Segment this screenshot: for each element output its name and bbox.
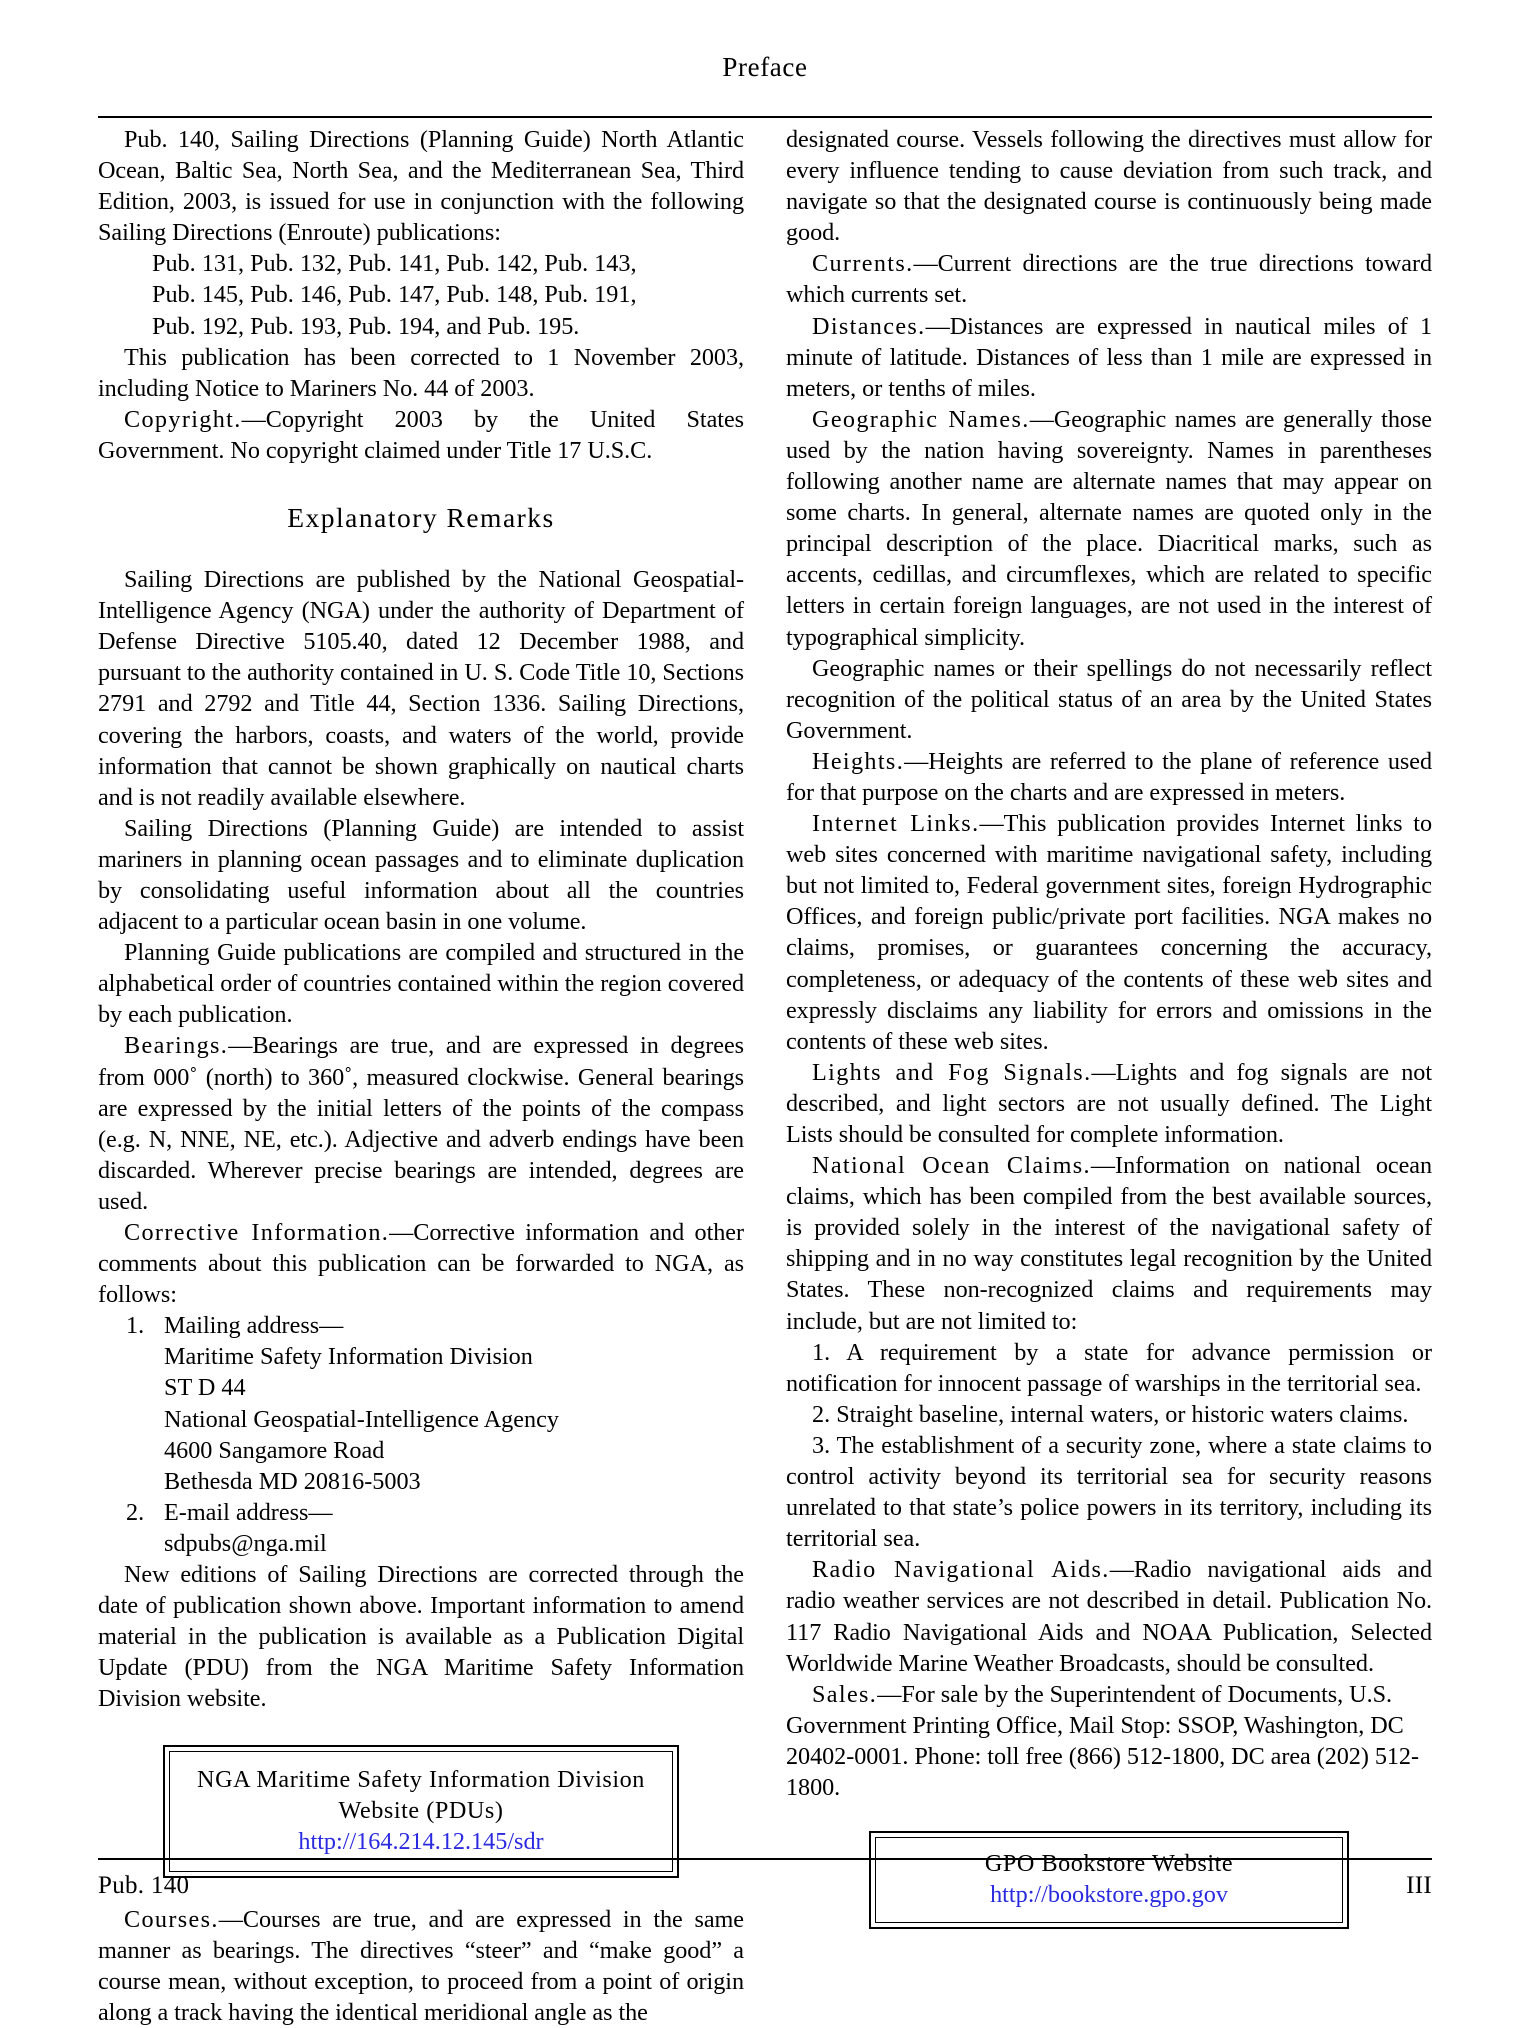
paragraph-sales [786,1679,1432,1803]
term-geographic-names: Geographic Names. [812,405,1030,433]
contact-list-item-mailing [98,1310,744,1497]
address-line: 4600 Sangamore Road [164,1436,385,1464]
page-footer [98,1872,1432,1900]
term-lights-and-fog-signals: Lights and Fog Signals. [812,1058,1092,1086]
term-heights: Heights. [812,747,905,775]
term-internet-links: Internet Links. [812,810,980,838]
term-internet-links-body: —This publication provides Internet links to web sites concerned with maritime navigational safety, including but not limited to, Federal government sites, foreign Hydrographic Offices, and foreign public/private port facilities. NGA makes no claims, promises, or guarantees concerning the accuracy, completeness, or adequacy of the contents of these web sites and expressly disclaims any liability for errors and omissions in the contents of these web sites. [786,810,1433,1055]
paragraph-heights [786,746,1432,808]
term-radio-navigational-aids-body: —Radio navigational aids and radio weather services are not described in detail. Publication No. 117 Radio Navigational Aids and NOAA Publication, Selected Worldwide Marine Weather Broadcasts, should be consulted. [786,1556,1432,1677]
term-bearings: Bearings. [124,1032,229,1060]
term-courses: Courses. [124,1905,219,1933]
paragraph-intro: Pub. 140, Sailing Directions (Planning Guide) North Atlantic Ocean, Baltic Sea, North Sea, and the Mediterranean Sea, Third Edition, 2003, is issued for use in conjunction with the following Sailing Directions (Enroute) publications: [98,126,744,247]
contact-item-label: Mailing address— [164,1312,344,1340]
address-line: National Geospatial-Intelligence Agency [164,1405,559,1433]
term-geographic-names-body: —Geographic names are generally those used by the nation having sovereignty. Names in parentheses following another name are alternate names that may appear on some charts. In general, alternate names are quoted only in the principal description of the place. Diacritical marks, such as accents, cedillas, and circumflexes, which are related to specific letters in certain foreign languages, are not used in the interest of typographical simplicity. [786,405,1432,651]
term-currents: Currents. [812,250,914,278]
term-sales: Sales. [812,1680,878,1708]
term-heights-body: —Heights are referred to the plane of reference used for that purpose on the charts and are expressed in meters. [786,747,1432,806]
footer-rule [98,1858,1432,1860]
paragraph-spellings: Geographic names or their spellings do not necessarily reflect recognition of the political status of an area by the United States Government. [786,654,1432,744]
email-address: sdpubs@nga.mil [164,1529,327,1557]
footer-page-number: III [1406,1872,1432,1899]
publication-list-item: Pub. 131, Pub. 132, Pub. 141, Pub. 142, Pub. 143, [152,250,637,278]
term-courses-body: —Courses are true, and are expressed in the same manner as bearings. The directives “steer” and “make good” a course mean, without exception, to proceed from a point of origin along a track having the identical meridional angle as the [98,1905,744,2026]
paragraph-copyright [98,404,744,466]
gpo-callout-line-1: GPO Bookstore Website [984,1850,1234,1878]
paragraph-radio-navigational-aids [786,1554,1432,1678]
term-corrective-information: Corrective Information. [124,1219,390,1246]
paragraph-planning-guide: Sailing Directions (Planning Guide) are intended to assist mariners in planning ocean passages and to eliminate duplication by consolidating useful information about all the countries adjacent to a particular ocean basin in one volume. [98,814,744,936]
address-line: Maritime Safety Information Division [164,1343,533,1371]
nga-callout-line-1: NGA Maritime Safety Information Division [197,1765,645,1793]
publication-list [98,248,744,341]
contact-item-label: E-mail address— [164,1498,333,1526]
term-copyright-body: —Copyright 2003 by the United States Government. No copyright claimed under Title 17 U.S.C. [98,405,744,464]
section-title-explanatory-remarks: Explanatory Remarks [287,502,555,534]
paragraph-new-editions: New editions of Sailing Directions are corrected through the date of publication shown above. Important information to amend material in the publication is available as a Publication Digital Update (PDU) from the NGA Maritime Safety Information Division website. [98,1561,744,1713]
term-national-ocean-claims: National Ocean Claims. [812,1152,1091,1180]
term-distances-body: —Distances are expressed in nautical miles of 1 minute of latitude. Distances of less than 1 mile are expressed in meters, or tenths of miles. [786,312,1432,402]
header-rule [98,116,1432,118]
running-head: Preface [722,52,808,82]
contact-list-item-email [98,1497,744,1559]
gpo-bookstore-link[interactable]: http://bookstore.gpo.gov [990,1881,1228,1909]
paragraph-lights-fog-signals [786,1057,1432,1150]
term-radio-navigational-aids: Radio Navigational Aids. [812,1556,1110,1584]
publication-list-item: Pub. 192, Pub. 193, Pub. 194, and Pub. 195. [152,312,580,340]
paragraph-bearings [98,1030,744,1217]
paragraph-currents [786,248,1432,310]
term-sales-body: —For sale by the Superintendent of Documents, U.S. Government Printing Office, Mail Stop: SSOP, Washington, DC 20402-0001. Phone: toll free (866) 512-1800, DC area (202) 512-1800. [786,1680,1419,1801]
term-national-ocean-claims-body: —Information on national ocean claims, which has been compiled from the best available sources, is provided solely in the interest of the navigational safety of shipping and in no way constitutes legal recognition by the United States. These non-recognized claims and requirements may include, but are not limited to: [786,1152,1432,1335]
term-currents-body: —Current directions are the true directions toward which currents set. [786,250,1432,309]
paragraph-national-ocean-claims [786,1150,1432,1337]
address-line: ST D 44 [164,1374,246,1402]
publication-list-item: Pub. 145, Pub. 146, Pub. 147, Pub. 148, Pub. 191, [152,281,637,309]
paragraph-distances [786,311,1432,404]
ocean-claims-list-item: 1. A requirement by a state for advance permission or notification for innocent passage of warships in the territorial sea. [786,1338,1432,1397]
ocean-claims-list-item: 3. The establishment of a security zone, where a state claims to control activity beyond its territorial sea for security reasons unrelated to that state’s police powers in its territory, including its territorial sea. [786,1431,1432,1553]
two-column-body [98,124,1432,2028]
nga-callout-line-2: Website (PDUs) [338,1796,504,1824]
ocean-claims-list [786,1337,1432,1555]
paragraph-correction: This publication has been corrected to 1 November 2003, including Notice to Mariners No. 44 of 2003. [98,343,744,402]
paragraph-internet-links [786,808,1432,1057]
left-column [98,124,744,2028]
address-line: Bethesda MD 20816-5003 [164,1467,421,1495]
paragraph-authority: Sailing Directions are published by the National Geospatial-Intelligence Agency (NGA) under the authority of Department of Defense Directive 5105.40, dated 12 December 1988, and pursuant to the authority contained in U. S. Code Title 10, Sections 2791 and 2792 and Title 44, Section 1336. Sailing Directions, covering the harbors, coasts, and waters of the world, provide information that cannot be shown graphically on nautical charts and is not readily available elsewhere. [98,566,744,811]
term-lights-and-fog-signals-body: —Lights and fog signals are not described, and light sectors are not usually defined. The Light Lists should be consulted for complete information. [786,1058,1433,1148]
paragraph-geographic-names [786,404,1432,653]
footer-publication-number: Pub. 140 [98,1872,190,1899]
right-column [786,124,1432,2028]
term-copyright: Copyright. [124,405,242,433]
nga-website-callout-inner [169,1751,673,1872]
term-corrective-information-body: —Corrective information and other comments about this publication can be forwarded to NGA, as follows: [98,1219,744,1309]
term-bearings-body: —Bearings are true, and are expressed in degrees from 000˚ (north) to 360˚, measured clockwise. General bearings are expressed by the initial letters of the points of the compass (e.g. N, NNE, NE, etc.). Adjective and adverb endings have been discarded. Wherever precise bearings are intended, degrees are used. [98,1032,744,1215]
paragraph-courses [98,1904,744,2028]
paragraph-corrective-information [98,1217,744,1310]
contact-item-number: 2. [126,1498,145,1526]
term-distances: Distances. [812,312,926,340]
ocean-claims-list-item: 2. Straight baseline, internal waters, or historic waters claims. [812,1400,1409,1428]
contact-item-number: 1. [126,1312,145,1340]
paragraph-alphabetical-order: Planning Guide publications are compiled and structured in the alphabetical order of countries contained within the region covered by each publication. [98,939,744,1029]
contact-list [98,1310,744,1559]
nga-website-link[interactable]: http://164.214.12.145/sdr [298,1827,544,1855]
paragraph-designated-course: designated course. Vessels following the directives must allow for every influence tending to cause deviation from such track, and navigate so that the designated course is continuously being made good. [786,126,1432,247]
